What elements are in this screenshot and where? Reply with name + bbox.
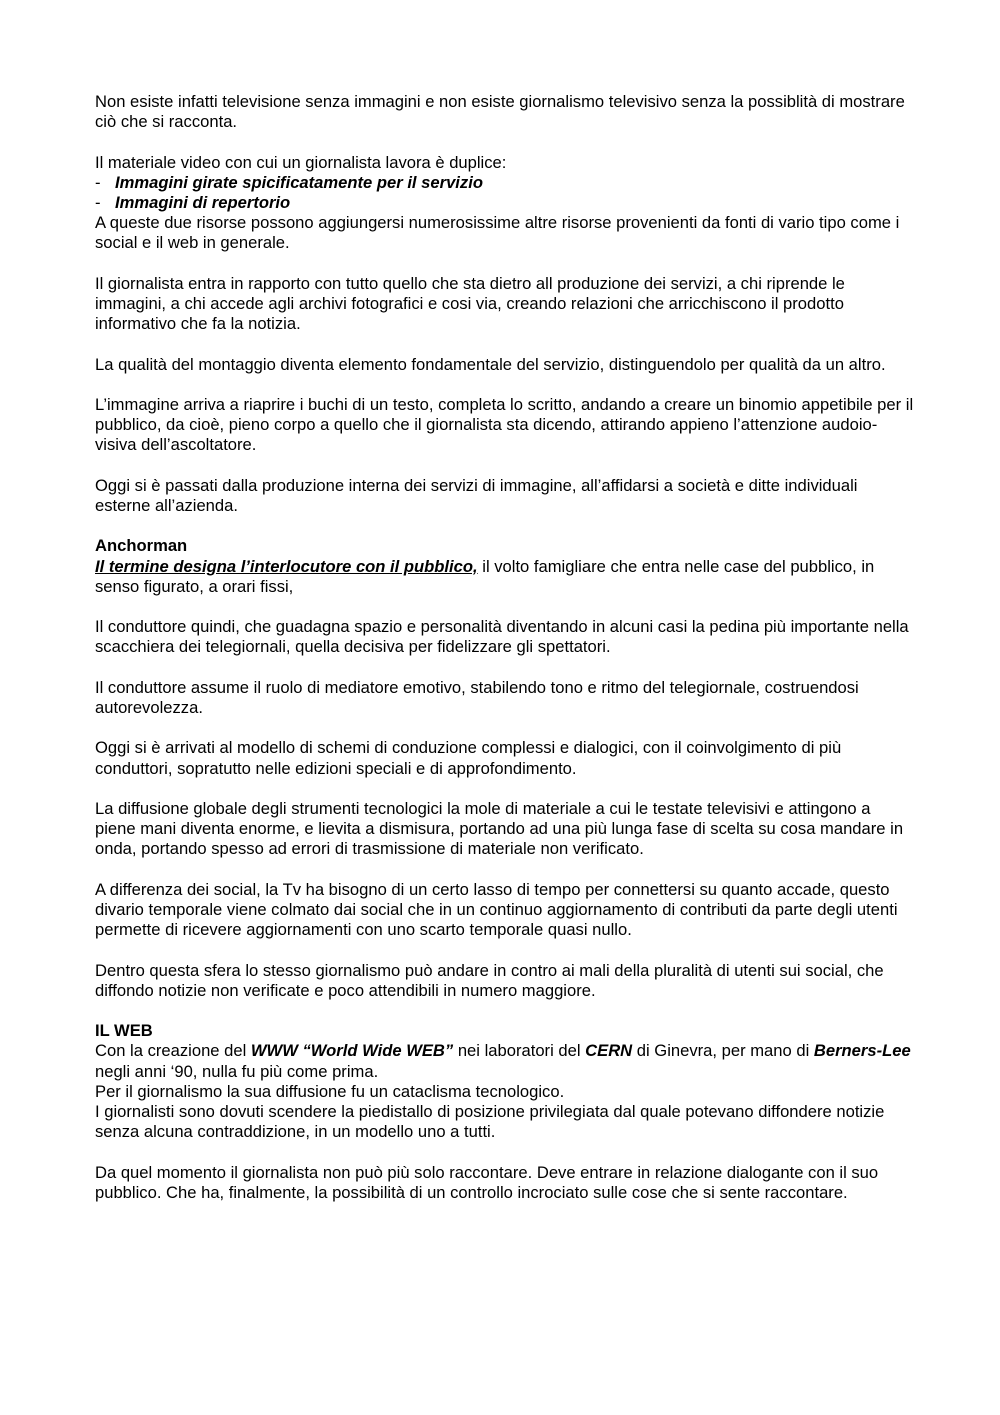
paragraph: Da quel momento il giornalista non può più solo raccontare. Deve entrare in relazione dialogante con il suo pubblico. Che ha, finalmente, la possibilità di un controllo incrociato sulle cose che si sente raccontare.	[95, 1162, 879, 1202]
paragraph: La qualità del montaggio diventa elemento fondamentale del servizio, distinguendolo per qualità da un altro.	[95, 354, 886, 374]
emphasis-text: Berners-Lee	[813, 1041, 911, 1061]
paragraph	[95, 1041, 915, 1081]
list-dash: -	[95, 172, 101, 192]
paragraph-text: Con la creazione del	[95, 1041, 251, 1061]
paragraph: Oggi si è passati dalla produzione interna dei servizi di immagine, all’affidarsi a società e ditte individuali esterne all’azienda.	[95, 475, 858, 515]
emphasis-text: WWW “World Wide WEB”	[250, 1041, 454, 1061]
emphasis-text: Il termine designa l’interlocutore con il pubblico,	[95, 556, 478, 576]
list-dash: -	[95, 193, 101, 212]
paragraph: A differenza dei social, la Tv ha bisogno di un certo lasso di tempo per connettersi su quanto accade, questo divario temporale viene colmato dai social che in un continuo aggiornamento di contributi da parte degli utenti permette di ricevere aggiornamenti con uno scarto temporale quasi nullo.	[95, 879, 898, 940]
list-item-text: Immagini di repertorio	[115, 193, 291, 212]
paragraph: I giornalisti sono dovuti scendere la piedistallo di posizione privilegiata dal quale potevano diffondere notizie senza alcuna contraddizione, in un modello uno a tutti.	[95, 1101, 885, 1142]
paragraph: Il conduttore quindi, che guadagna spazio e personalità diventando in alcuni casi la pedina più importante nella scacchiera dei telegiornali, quella decisiva per fidelizzare gli spettatori.	[95, 617, 909, 657]
emphasis-text: CERN	[585, 1041, 633, 1061]
document-page	[95, 92, 915, 1203]
paragraph: Non esiste infatti televisione senza immagini e non esiste giornalismo televisivo senza la possiblità di mostrare ciò che si racconta.	[95, 92, 905, 132]
paragraph: Oggi si è arrivati al modello di schemi di conduzione complessi e dialogici, con il coinvolgimento di più conduttori, sopratutto nelle edizioni speciali e di approfondimento.	[95, 738, 842, 778]
list-item	[95, 193, 915, 213]
paragraph: Il conduttore assume il ruolo di mediatore emotivo, stabilendo tono e ritmo del telegiornale, costruendosi autorevolezza.	[95, 677, 859, 717]
paragraph: A queste due risorse possono aggiungersi numerosissime altre risorse provenienti da fonti di vario tipo come i social e il web in generale.	[95, 213, 900, 253]
paragraph: L’immagine arriva a riaprire i buchi di un testo, completa lo scritto, andando a creare un binomio appetibile per il pubblico, da cioè, pieno corpo a quello che il giornalista sta dicendo, attirando appieno l’attenzione audoio-visiva dell’ascoltatore.	[95, 394, 914, 455]
section-heading-web: IL WEB	[95, 1021, 153, 1041]
paragraph: Il giornalista entra in rapporto con tutto quello che sta dietro all produzione dei servizi, a chi riprende le immagini, a chi accede agli archivi fotografici e cosi via, creando relazioni che arricchiscono il prodotto informativo che fa la notizia.	[95, 273, 845, 334]
section-heading-anchorman: Anchorman	[95, 536, 188, 556]
paragraph: La diffusione globale degli strumenti tecnologici la mole di materiale a cui le testate televisivi e attingono a piene mani diventa enorme, e lievita a dismisura, portando ad una più lunga fase di scelta su cosa mandare in onda, portando spesso ad errori di trasmissione di materiale non verificato.	[95, 798, 904, 859]
paragraph: Dentro questa sfera lo stesso giornalismo può andare in contro ai mali della pluralità di utenti sui social, che diffondo notizie non verificate e poco attendibili in numero maggiore.	[95, 960, 884, 1000]
paragraph-text: nei laboratori del	[453, 1041, 586, 1061]
paragraph	[95, 557, 915, 597]
paragraph-text: di Ginevra, per mano di	[632, 1041, 814, 1061]
list-item	[95, 173, 915, 193]
list-item-text: Immagini girate spicificatamente per il servizio	[115, 172, 483, 192]
paragraph: Per il giornalismo la sua diffusione fu un cataclisma tecnologico.	[95, 1081, 565, 1101]
paragraph-text: negli anni ‘90, nulla fu più come prima.	[95, 1061, 379, 1081]
paragraph: Il materiale video con cui un giornalista lavora è duplice:	[95, 152, 507, 172]
paragraph-text: il volto famigliare che entra nelle case del pubblico, in senso figurato, a orari fissi,	[95, 556, 875, 596]
